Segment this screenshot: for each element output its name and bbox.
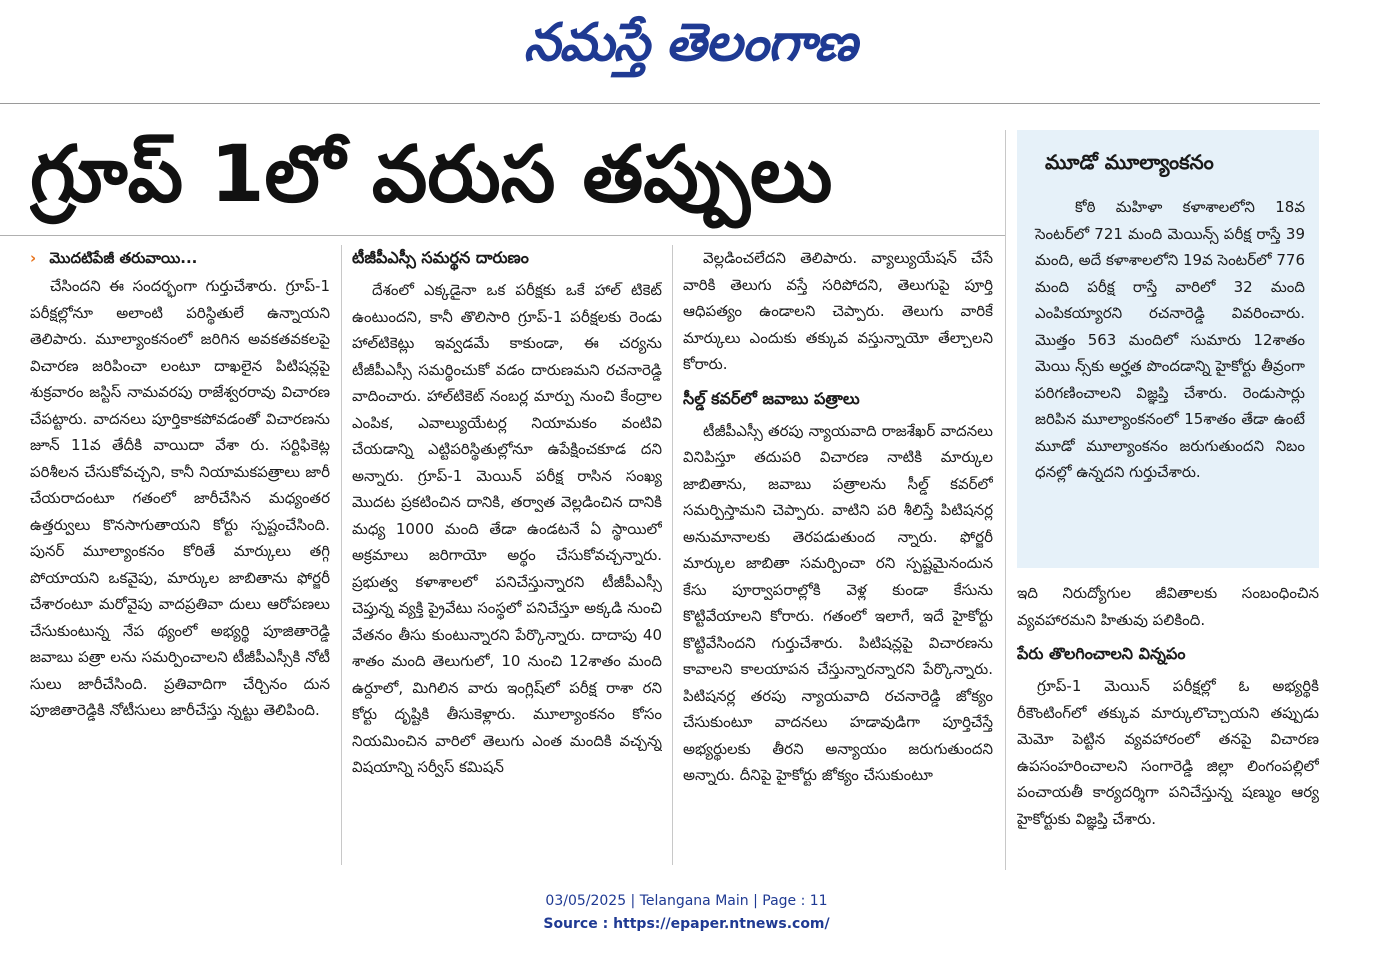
kicker-text: మొదటిపేజీ తరువాయి... — [49, 249, 198, 267]
article-column-1 — [30, 245, 330, 865]
newspaper-masthead: నమస్తే తెలంగాణ — [523, 12, 857, 73]
column-4-paragraph-1: ఇది నిరుద్యోగుల జీవితాలకు సంబంధించిన వ్యవహారమని హితువు పలికింది. — [1017, 584, 1319, 629]
column-4-subhead: పేరు తొలగించాలని విన్నపం — [1017, 644, 1186, 663]
column-3-paragraph-1: వెల్లడించలేదని తెలిపారు. వ్యాల్యుయేషన్ చేసే వారికి తెలుగు వస్తే సరిపోదని, తెలుగుపై పూర్తి ఆధిపత్యం ఉండాలని చెప్పారు. తెలుగు వారికే మార్కులు ఎందుకు తక్కువ వస్తున్నాయో తేల్చాలని కోరారు. — [683, 249, 993, 373]
source-footer: Source : https://epaper.ntnews.com/ — [543, 916, 830, 932]
column-divider — [341, 245, 342, 865]
sidebar-box-title: మూడో మూల్యాంకనం — [1045, 150, 1214, 174]
chevron-right-icon: › — [30, 249, 37, 267]
article-column-4 — [1017, 580, 1319, 870]
column-divider — [1005, 130, 1006, 870]
sidebar-box-body: కోఠి మహిళా కళాశాలలోని 18వ సెంటర్‌లో 721 మంది మెయిన్స్ పరీక్ష రాస్తే 39 మంది, అదే కళాశాలలోని 19వ సెంటర్‌లో 776 మంది పరీక్ష రాస్తే వారిలో 32 మంది ఎంపికయ్యారని రచనారెడ్డి వివరించారు. మొత్తం 563 మందిలో సుమారు 12శాతం మెయి న్స్‌కు అర్హత పొందడాన్ని హైకోర్టు తీవ్రంగా పరిగణించాలని విజ్ఞప్తి చేశారు. రెండుసార్లు జరిపిన మూల్యాంకనంలో 15శాతం తేడా ఉంటే మూడో మూల్యాంకనం జరుగుతుందని నిబం ధనల్లో ఉన్నదని గుర్తుచేశారు. — [1035, 198, 1305, 481]
sidebar-info-box — [1017, 130, 1319, 568]
column-3-subhead: సీల్డ్ కవర్‌లో జవాబు పత్రాలు — [683, 388, 860, 408]
column-2-subhead: టీజీపీఎస్సీ సమర్థన దారుణం — [352, 248, 529, 267]
column-2-paragraph: దేశంలో ఎక్కడైనా ఒక పరీక్షకు ఒకే హాల్ టికెట్ ఉంటుందని, కానీ తొలిసారి గ్రూప్-1 పరీక్షలకు రెండు హాల్‌టికెట్లు ఇవ్వడమే కాకుండా, ఈ చర్యను టీజీపీఎస్సీ సమర్థించుకో వడం దారుణమని రచనారెడ్డి వాదించారు. హాల్‌టికెట్ నంబర్ల మార్పు నుంచి కేంద్రాల ఎంపిక, ఎవాల్యుయేటర్ల నియామకం వంటివి చేయడాన్ని ఎట్టిపరిస్థితుల్లోనూ ఉపేక్షించకూడ దని అన్నారు. గ్రూప్-1 మెయిన్ పరీక్ష రాసిన సంఖ్య మొదట ప్రకటించిన దానికి, తర్వాత వెల్లడించిన దానికి మధ్య 1000 మంది తేడా ఉండటనే ఏ స్థాయిలో అక్రమాలు జరిగాయో అర్థం చేసుకోవచ్చన్నారు. ప్రభుత్వ కళాశాలలో పనిచేస్తున్నారని టీజీపీఎస్సీ చెప్తున్న వ్యక్తి ప్రైవేటు సంస్థలో పనిచేస్తూ అక్కడి నుంచి వేతనం తీసు కుంటున్నారని పేర్కొన్నారు. దాదాపు 40 శాతం మంది తెలుగులో, 10 నుంచి 12శాతం మంది ఉర్దూలో, మిగిలిన వారు ఇంగ్లిష్‌లో పరీక్ష రాశా రని కోర్టు దృష్టికి తీసుకెళ్లారు. మూల్యాంకనం కోసం నియమించిన వారిలో తెలుగు ఎంత మందికి వచ్చన్న విషయాన్ని సర్వీస్ కమిషన్ — [352, 281, 662, 776]
column-3-paragraph-2: టీజీపీఎస్సీ తరపు న్యాయవాది రాజశేఖర్ వాదనలు వినిపిస్తూ తదుపరి విచారణ నాటికి మార్కుల జాబితాను, జవాబు పత్రాలను సీల్డ్ కవర్‌లో సమర్పిస్తామని చెప్పారు. వాటిని పరి శీలిస్తే పిటిషనర్ల అనుమానాలకు తెరపడుతుంద న్నారు. ఫోర్జరీ మార్కుల జాబితా సమర్పించా రని స్పష్టమైనందున కేసు పూర్వాపరాల్లోకి వెళ్ల కుండా కేసును కొట్టివేయాలని కోరారు. గతంలో ఇలాగే, ఇదే హైకోర్టు కొట్టివేసిందని గుర్తుచేశారు. పిటిషన్లపై విచారణను కావాలని కాలయాపన చేస్తున్నారన్నారని పేర్కొన్నారు. పిటిషనర్ల తరపు న్యాయవాది రచనారెడ్డి జోక్యం చేసుకుంటూ వాదనలు హడావుడిగా పూర్తిచేస్తే అభ్యర్థులకు తీరని అన్యాయం జరుగుతుందని అన్నారు. దీనిపై హైకోర్టు జోక్యం చేసుకుంటూ — [683, 421, 993, 784]
article-column-2 — [352, 245, 662, 865]
column-divider — [672, 245, 673, 865]
continuation-kicker — [30, 245, 330, 271]
column-1-paragraph: చేసిందని ఈ సందర్భంగా గుర్తుచేశారు. గ్రూప్-1 పరీక్షల్లోనూ అలాంటి పరిస్థితులే ఉన్నాయని తెలిపారు. మూల్యాంకనంలో జరిగిన అవకతవకలపై విచారణ జరిపించా లంటూ దాఖలైన పిటిషన్లపై శుక్రవారం జస్టిస్ నామవరపు రాజేశ్వరరావు విచారణ చేపట్టారు. వాదనలు పూర్తికాకపోవడంతో విచారణను జూన్ 11వ తేదీకి వాయిదా వేశా రు. సర్టిఫికెట్ల పరిశీలన చేసుకోవచ్చని, కానీ నియామకపత్రాలు జారీ చేయరాదంటూ గతంలో జారీచేసిన మధ్యంతర ఉత్తర్వులు కొనసాగుతాయని కోర్టు స్పష్టంచేసింది. పునర్ మూల్యాంకనం కోరితే మార్కులు తగ్గి పోయాయని ఒకవైపు, మార్కుల జాబితాను ఫోర్జరీ చేశారంటూ మరోవైపు వాదప్రతివా దులు ఆరోపణలు చేసుకుంటున్న నేప థ్యంలో అభ్యర్థి పూజితారెడ్డి జవాబు పత్రా లను సమర్పించాలని టీజీపీఎస్సీకి నోటీ సులు జారీచేసింది. ప్రతివాదిగా చేర్చినం దున పూజితారెడ్డికి నోటీసులు జారీచేస్తు న్నట్టు తెలిపింది. — [30, 277, 330, 719]
headline-divider — [0, 235, 1005, 236]
article-column-3 — [683, 245, 993, 865]
page-info-footer: 03/05/2025 | Telangana Main | Page : 11 — [545, 893, 828, 909]
column-4-paragraph-2: గ్రూప్-1 మెయిన్ పరీక్షల్లో ఓ అభ్యర్థికి రీకౌంటింగ్‌లో తక్కువ మార్కులొచ్చాయని తప్పుడు మెమో పెట్టిన వ్యవహారంలో తనపై విచారణ ఉపసంహరించాలని సంగారెడ్డి జిల్లా లింగంపల్లిలో పంచాయతీ కార్యదర్శిగా పనిచేస్తున్న షణ్ముం ఆర్య హైకోర్టుకు విజ్ఞప్తి చేశారు. — [1017, 677, 1319, 828]
masthead-divider — [0, 103, 1320, 104]
article-headline: గ్రూప్ 1లో వరుస తప్పులు — [30, 130, 833, 220]
